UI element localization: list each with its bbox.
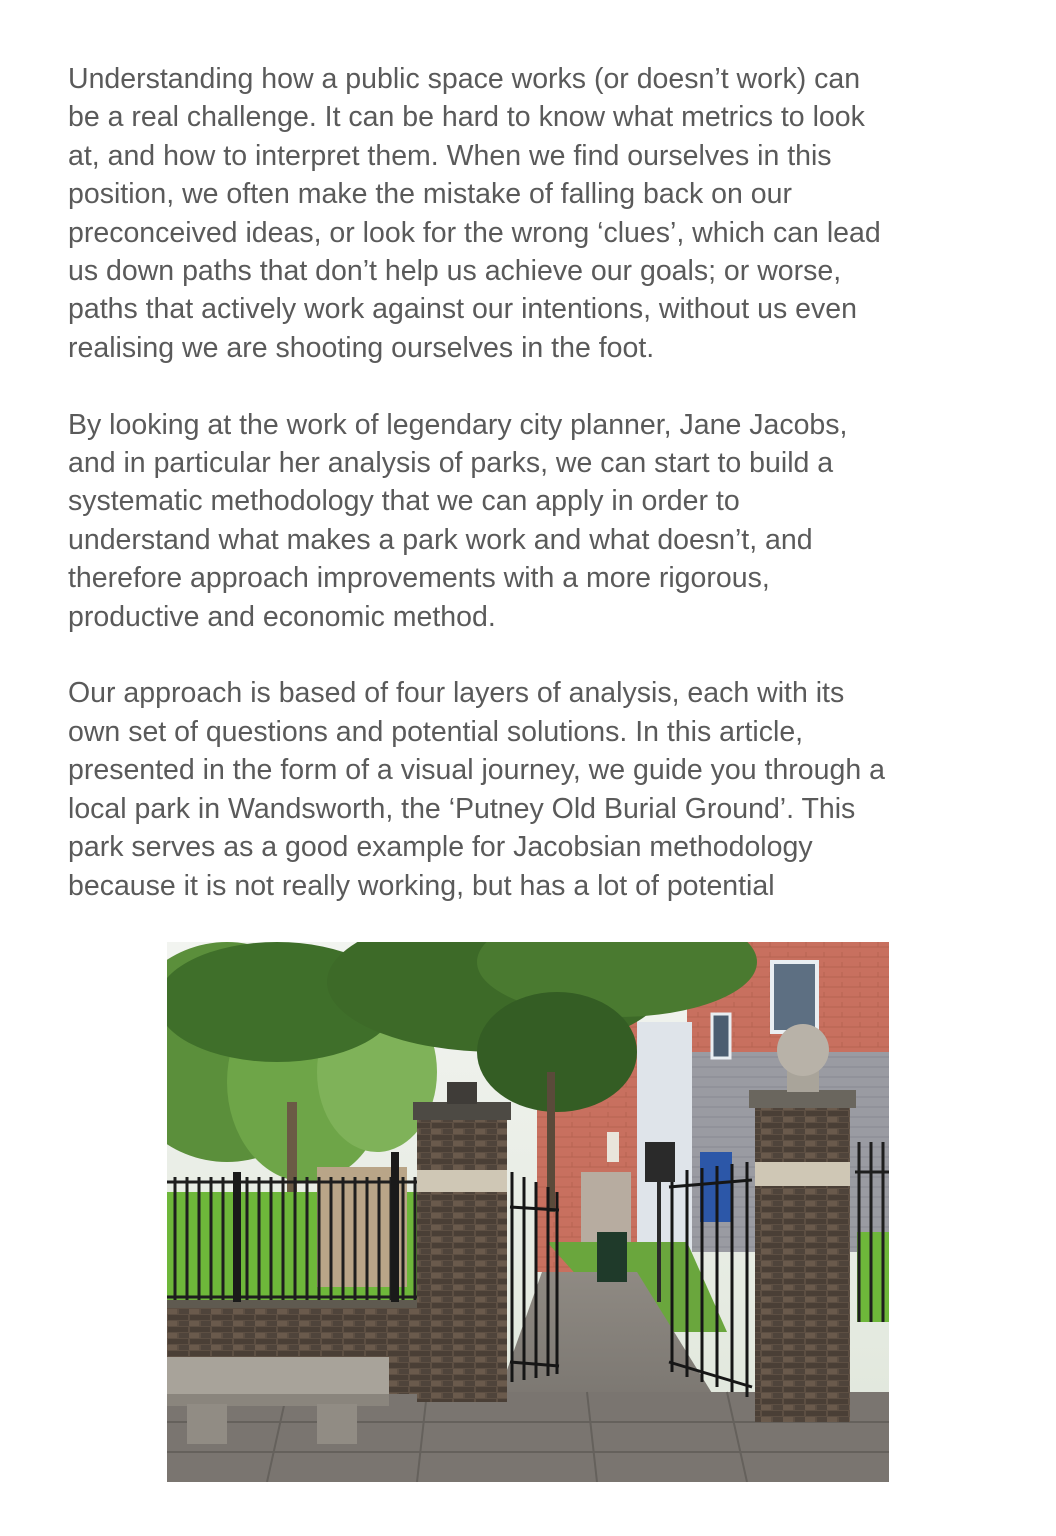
text-line: therefore approach improvements with a more rigorous,: [68, 562, 770, 595]
text-line: paths that actively work against our intentions, without us even: [68, 293, 857, 326]
text-line: and in particular her analysis of parks, we can start to build a: [68, 447, 834, 480]
paragraph-3: [68, 674, 1003, 904]
park-gate-photo: [167, 942, 889, 1482]
paragraph-2: [68, 406, 1003, 636]
text-line: presented in the form of a visual journey, we guide you through a: [68, 754, 885, 787]
text-line: By looking at the work of legendary city planner, Jane Jacobs,: [68, 408, 848, 441]
text-line: park serves as a good example for Jacobsian methodology: [68, 831, 813, 864]
text-line: own set of questions and potential solutions. In this article,: [68, 715, 804, 748]
text-line: understand what makes a park work and what doesn’t, and: [68, 523, 813, 556]
text-line: productive and economic method.: [68, 600, 496, 633]
text-line: realising we are shooting ourselves in the foot.: [68, 331, 655, 364]
text-line: local park in Wandsworth, the ‘Putney Old Burial Ground’. This: [68, 792, 856, 825]
text-line: at, and how to interpret them. When we find ourselves in this: [68, 139, 832, 172]
text-line: position, we often make the mistake of falling back on our: [68, 178, 792, 211]
text-line: because it is not really working, but has a lot of potential: [68, 869, 775, 902]
text-line: Understanding how a public space works (or doesn’t work) can: [68, 63, 861, 95]
text-line: us down paths that don’t help us achieve our goals; or worse,: [68, 255, 842, 288]
text-line: Our approach is based of four layers of analysis, each with its: [68, 677, 845, 710]
article-body: [68, 60, 1003, 943]
text-line: preconceived ideas, or look for the wrong ‘clues’, which can lead: [68, 216, 881, 249]
paragraph-1: [68, 60, 1003, 367]
text-line: systematic methodology that we can apply in order to: [68, 485, 740, 518]
text-line: be a real challenge. It can be hard to know what metrics to look: [68, 101, 865, 134]
